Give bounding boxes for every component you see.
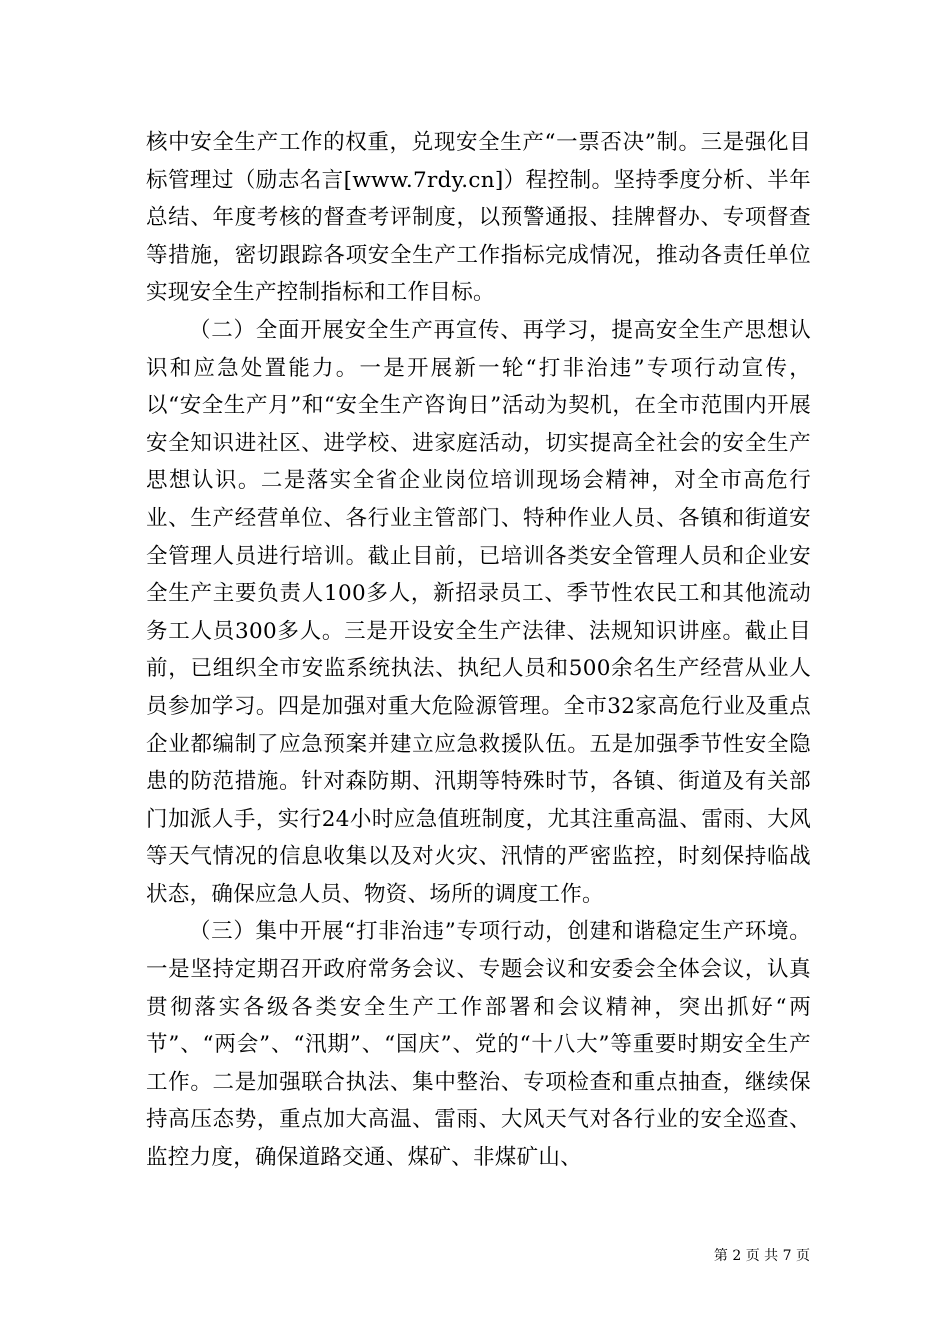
document-body: [146, 124, 811, 1177]
page-number: 第 2 页 共 7 页: [713, 1248, 810, 1264]
paragraph-2: （二）全面开展安全生产再宣传、再学习，提高安全生产思想认识和应急处置能力。一是开展新一轮“打非治违”专项行动宣传，以“安全生产月”和“安全生产咨询日”活动为契机，在全市范围内开展安全知识进社区、进学校、进家庭活动，切实提高全社会的安全生产思想认识。二是落实全省企业岗位培训现场会精神，对全市高危行业、生产经营单位、各行业主管部门、特种作业人员、各镇和街道安全管理人员进行培训。截止目前，已培训各类安全管理人员和企业安全生产主要负责人100多人，新招录员工、季节性农民工和其他流动务工人员300多人。三是开设安全生产法律、法规知识讲座。截止目前，已组织全市安监系统执法、执纪人员和500余名生产经营从业人员参加学习。四是加强对重大危险源管理。全市32家高危行业及重点企业都编制了应急预案并建立应急救援队伍。五是加强季节性安全隐患的防范措施。针对森防期、汛期等特殊时节，各镇、街道及有关部门加派人手，实行24小时应急值班制度，尤其注重高温、雷雨、大风等天气情况的信息收集以及对火灾、汛情的严密监控，时刻保持临战状态，确保应急人员、物资、场所的调度工作。: [146, 317, 811, 907]
paragraph-1: 核中安全生产工作的权重，兑现安全生产“一票否决”制。三是强化目标管理过（励志名言[www.7rdy.cn]）程控制。坚持季度分析、半年总结、年度考核的督查考评制度，以预警通报、挂牌督办、专项督查等措施，密切跟踪各项安全生产工作指标完成情况，推动各责任单位实现安全生产控制指标和工作目标。: [146, 130, 811, 306]
paragraph-3: （三）集中开展“打非治违”专项行动，创建和谐稳定生产环境。一是坚持定期召开政府常务会议、专题会议和安委会全体会议，认真贯彻落实各级各类安全生产工作部署和会议精神，突出抓好“两节”、“两会”、“汛期”、“国庆”、党的“十八大”等重要时期安全生产工作。二是加强联合执法、集中整治、专项检查和重点抽查，继续保持高压态势，重点加大高温、雷雨、大风天气对各行业的安全巡查、监控力度，确保道路交通、煤矿、非煤矿山、: [146, 919, 811, 1171]
